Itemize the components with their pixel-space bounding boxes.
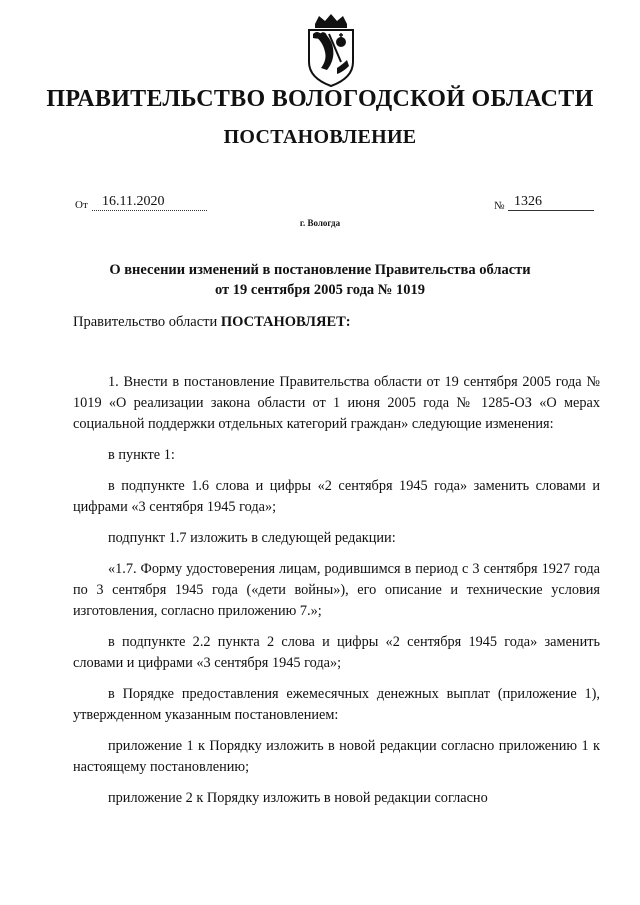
- subject-line-2: от 19 сентября 2005 года № 1019: [215, 282, 425, 298]
- document-type: ПОСТАНОВЛЕНИЕ: [223, 126, 417, 148]
- city-label: г. Вологда: [299, 218, 341, 228]
- paragraph-4: подпункт 1.7 изложить в следующей редакции:: [108, 530, 396, 546]
- paragraph-5: «1.7. Форму удостоверения лицам, родившимся в период с 3 сентября 1927 года по 3 сентября 1945 года («дети войны»), его описание и технические условия изготовления, согласно приложению 7.»;: [73, 561, 600, 619]
- coat-of-arms-icon: [301, 12, 361, 88]
- paragraph-1: 1. Внести в постановление Правительства области от 19 сентября 2005 года № 1019 «О реализации закона области от 1 июня 2005 года № 1285-ОЗ «О мерах социальной поддержки отдельных категорий граждан» следующие изменения:: [73, 374, 600, 432]
- paragraph-8: приложение 1 к Порядку изложить в новой редакции согласно приложению 1 к настоящему постановлению;: [73, 738, 600, 775]
- preamble: [73, 314, 351, 331]
- preamble-text: Правительство области: [73, 314, 221, 330]
- preamble-resolves: ПОСТАНОВЛЯЕТ:: [220, 314, 351, 330]
- paragraph-2: в пункте 1:: [108, 447, 175, 463]
- organization-title: ПРАВИТЕЛЬСТВО ВОЛОГОДСКОЙ ОБЛАСТИ: [46, 86, 594, 112]
- document-body: [73, 372, 600, 809]
- paragraph-9: приложение 2 к Порядку изложить в новой редакции согласно: [108, 790, 488, 806]
- subject-line-1: О внесении изменений в постановление Правительства области: [109, 262, 531, 278]
- date-label: От: [75, 199, 88, 211]
- document-date: 16.11.2020: [92, 194, 207, 211]
- paragraph-3: в подпункте 1.6 слова и цифры «2 сентября 1945 года» заменить словами и цифрами «3 сентября 1945 года»;: [73, 478, 600, 515]
- number-label: №: [494, 200, 505, 212]
- paragraph-7: в Порядке предоставления ежемесячных денежных выплат (приложение 1), утвержденном указанным постановлением:: [73, 686, 600, 723]
- document-subject: [0, 260, 640, 300]
- document-number: 1326: [508, 194, 594, 211]
- paragraph-6: в подпункте 2.2 пункта 2 слова и цифры «2 сентября 1945 года» заменить словами и цифрами «3 сентября 1945 года»;: [73, 634, 600, 671]
